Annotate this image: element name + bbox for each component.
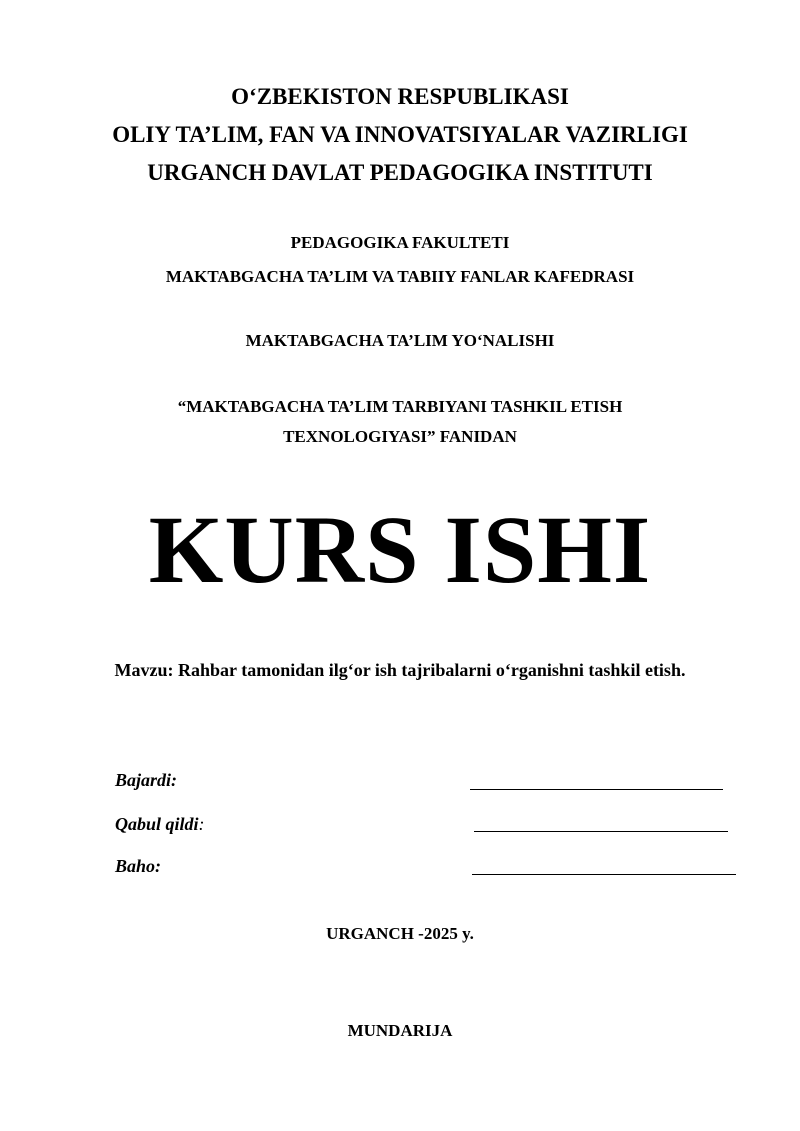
document-title: KURS ISHI <box>148 496 652 603</box>
completed-by-label <box>115 770 177 791</box>
topic-line: Mavzu: Rahbar tamonidan ilg‘or ish tajribalarni o‘rganishni tashkil etish. <box>114 660 686 680</box>
grade-label <box>115 856 161 877</box>
institute-heading: URGANCH DAVLAT PEDAGOGIKA INSTITUTI <box>147 160 653 185</box>
completed-by-line <box>470 789 723 790</box>
accepted-by-colon: : <box>198 814 205 834</box>
accepted-by-text: Qabul qildi <box>115 814 199 834</box>
completed-by-text: Bajardi: <box>115 770 178 790</box>
direction-name: MAKTABGACHA TA’LIM YO‘NALISHI <box>245 331 555 350</box>
accepted-by-line <box>474 831 728 832</box>
grade-line <box>472 874 736 875</box>
city-year: URGANCH -2025 y. <box>326 924 474 943</box>
subject-line-1: “MAKTABGACHA TA’LIM TARBIYANI TASHKIL ETISH <box>177 397 623 416</box>
accepted-by-label <box>115 814 205 835</box>
subject-line-2: TEXNOLOGIYASI” FANIDAN <box>283 427 517 446</box>
contents-heading: MUNDARIJA <box>347 1021 453 1040</box>
department-name: MAKTABGACHA TA’LIM VA TABIIY FANLAR KAFEDRASI <box>165 267 635 286</box>
faculty-name: PEDAGOGIKA FAKULTETI <box>290 233 510 252</box>
grade-text: Baho: <box>115 856 162 876</box>
republic-heading: O‘ZBEKISTON RESPUBLIKASI <box>231 84 569 109</box>
ministry-heading: OLIY TA’LIM, FAN VA INNOVATSIYALAR VAZIRLIGI <box>112 122 688 147</box>
